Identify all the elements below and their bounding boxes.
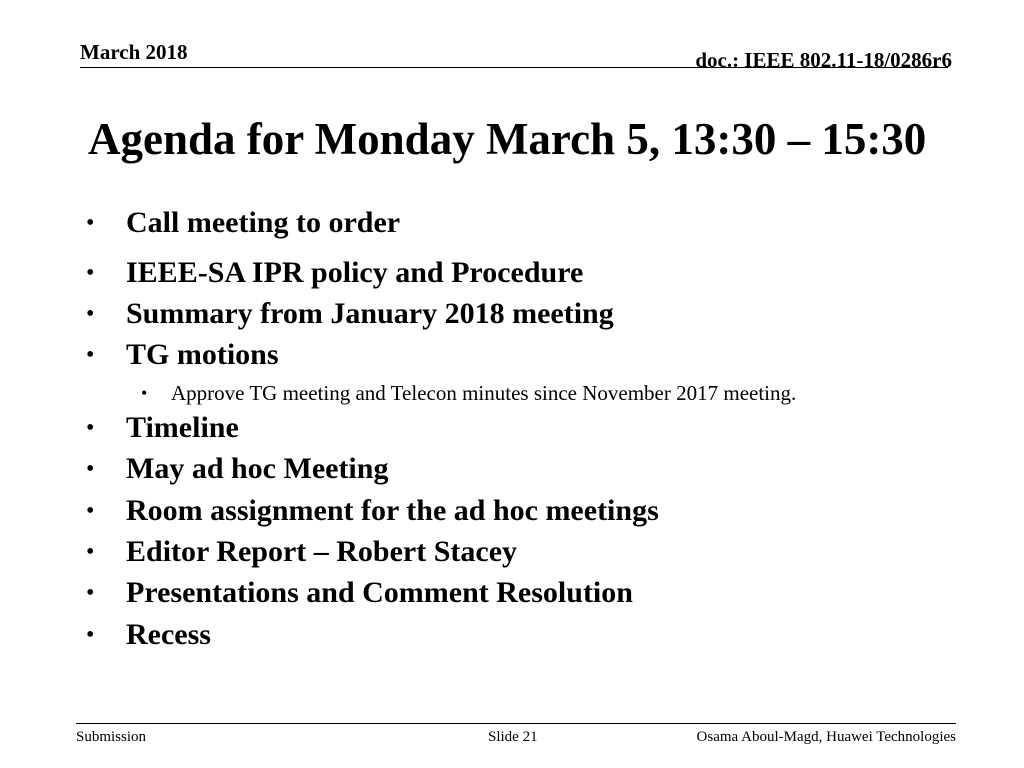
bullet-icon: • [86, 498, 95, 524]
bullet-icon: • [86, 580, 95, 606]
header-date: March 2018 [80, 40, 188, 64]
bullet-icon: • [86, 539, 95, 565]
agenda-item-text: Recess [126, 618, 211, 651]
agenda-item-text: Room assignment for the ad hoc meetings [126, 494, 659, 527]
footer-divider [76, 723, 956, 724]
bullet-icon: • [141, 383, 148, 403]
agenda-item-text: Presentations and Comment Resolution [126, 576, 633, 609]
slide-title: Agenda for Monday March 5, 13:30 – 15:30 [88, 114, 927, 164]
agenda-item-text: Timeline [126, 411, 239, 444]
bullet-icon: • [86, 210, 95, 236]
footer-submission: Submission [76, 729, 147, 745]
bullet-icon: • [86, 260, 95, 286]
agenda-item-text: IEEE-SA IPR policy and Procedure [126, 256, 584, 289]
agenda-item-text: TG motions [126, 338, 279, 371]
bullet-icon: • [86, 342, 95, 368]
bullet-icon: • [86, 301, 95, 327]
agenda-item-text: Editor Report – Robert Stacey [126, 535, 518, 568]
bullet-icon: • [86, 456, 95, 482]
agenda-item-text: Summary from January 2018 meeting [126, 297, 614, 330]
header-doc-id: doc.: IEEE 802.11-18/0286r6 [695, 48, 952, 72]
footer-author: Osama Aboul-Magd, Huawei Technologies [696, 729, 956, 745]
agenda-item-text: May ad hoc Meeting [126, 452, 389, 485]
agenda-item-text: Call meeting to order [126, 206, 401, 239]
bullet-icon: • [86, 622, 95, 648]
footer-slide-number: Slide 21 [488, 729, 538, 745]
bullet-icon: • [86, 415, 95, 441]
agenda-item-text: Approve TG meeting and Telecon minutes since November 2017 meeting. [171, 381, 797, 405]
